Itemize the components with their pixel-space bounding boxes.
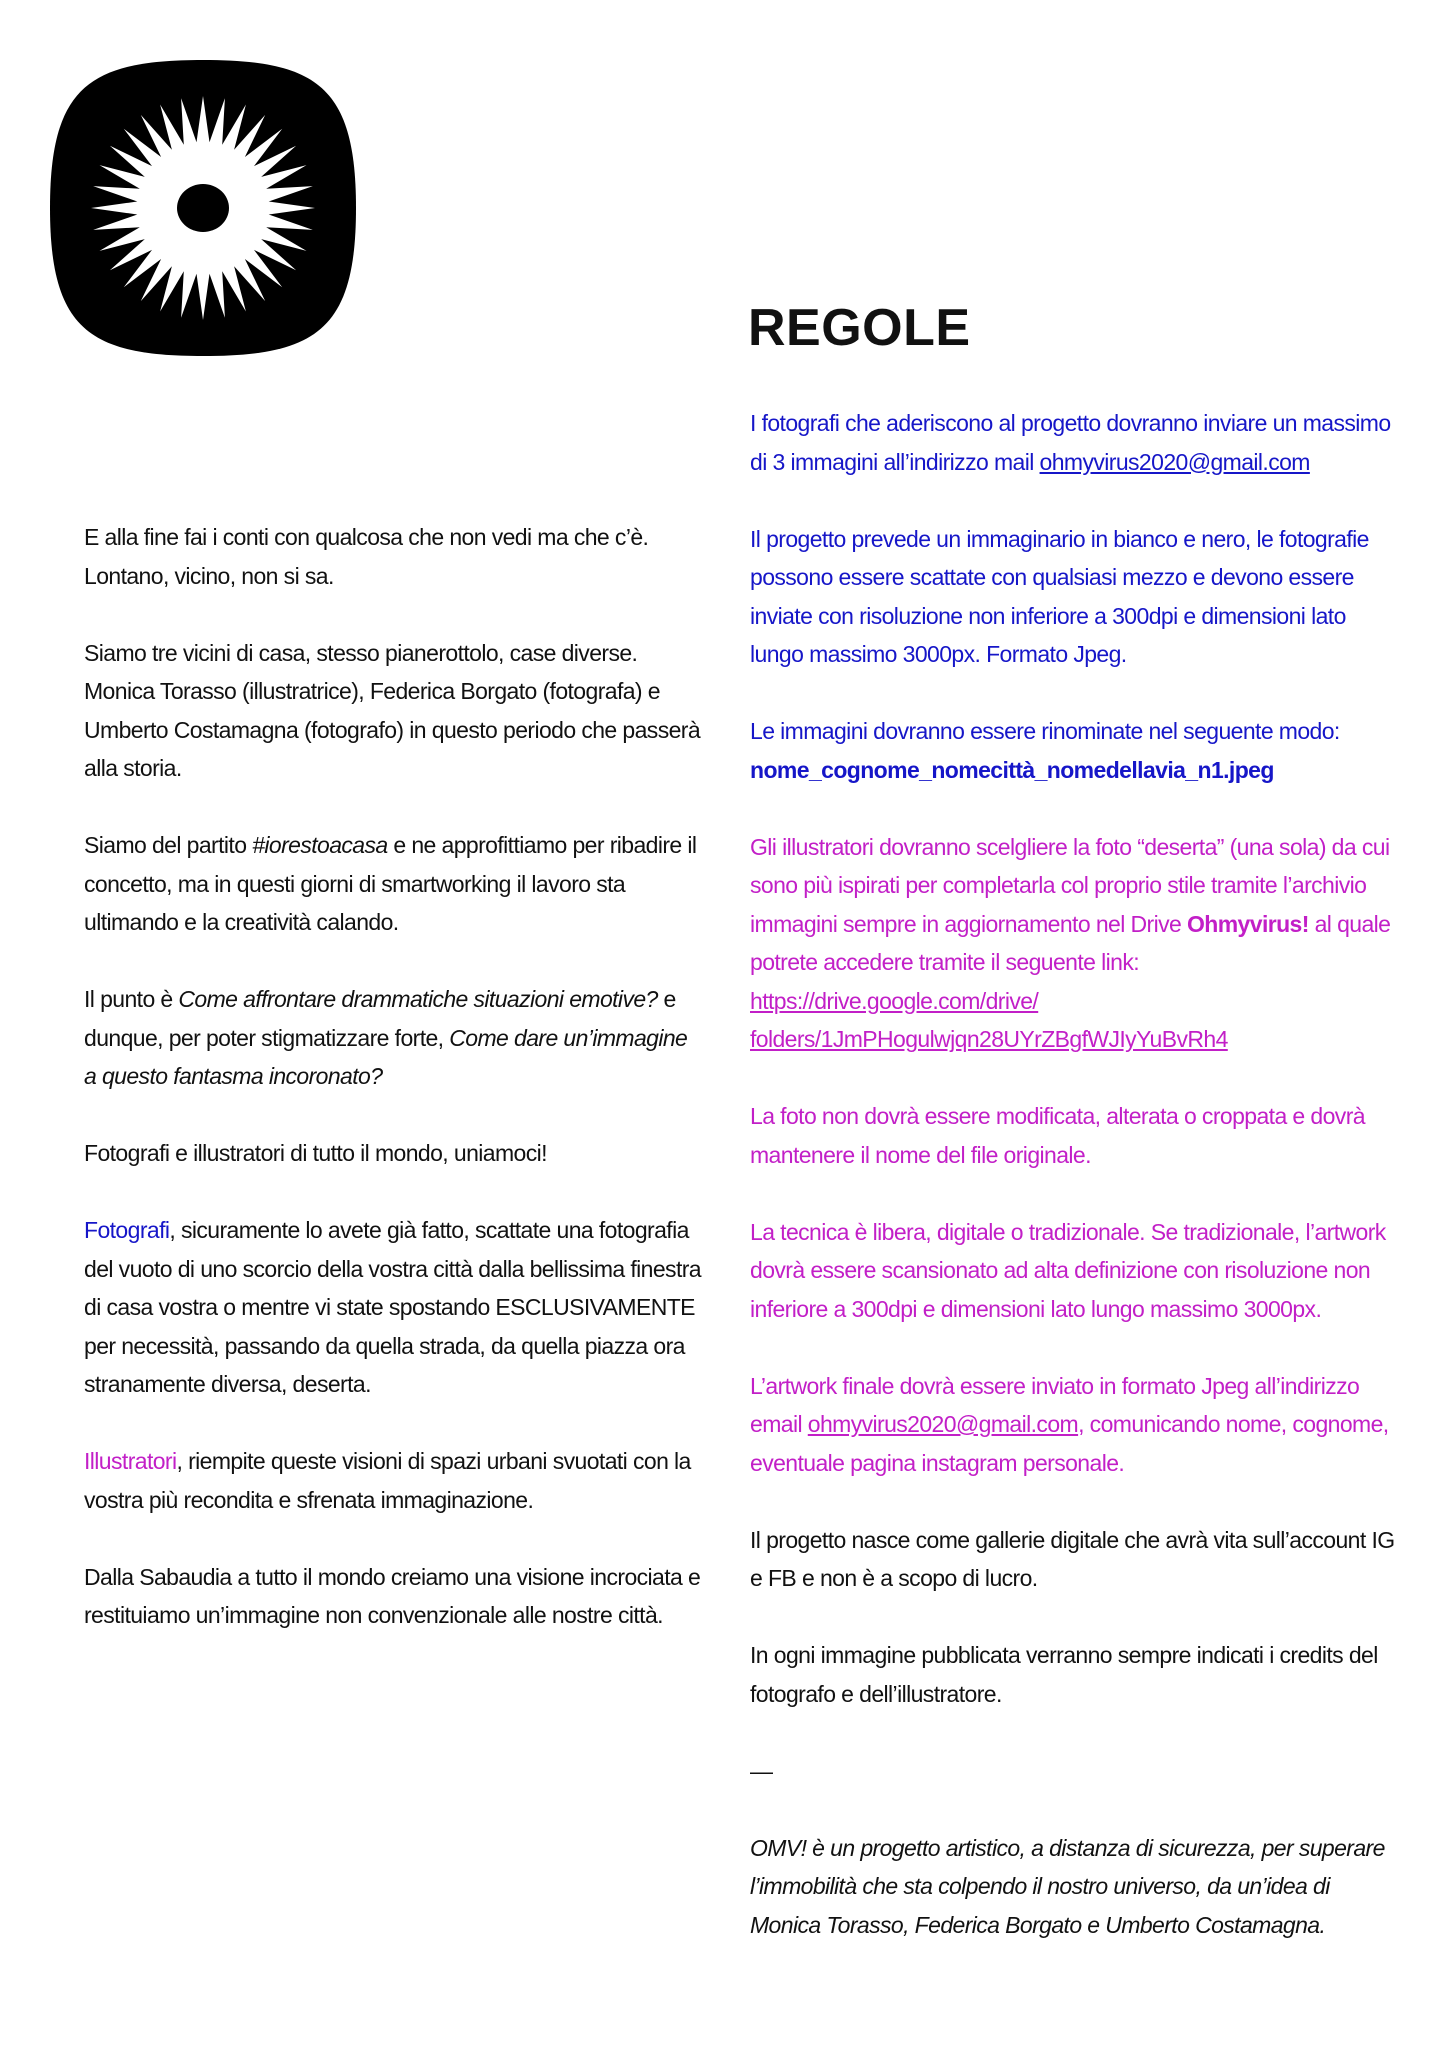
- text-part: , sicuramente lo avete già fatto, scattate una fotografia del vuoto di uno scorcio della vostra città dalla bellissima finestra di casa vostra o mentre vi state spostando ESCLUSIVAMENTE per necessità, passando da quella strada, da quella piazza ora stranamente diversa, deserta.: [84, 1217, 701, 1397]
- rule-illustrators: [750, 828, 1400, 1059]
- text-part: Gli illustratori dovranno scelgliere la foto “deserta” (una sola) da cui sono più ispirati per completarla col proprio stile tramite l’archivio immagini sempre in aggiornamento nel Drive: [750, 833, 1390, 937]
- rule-naming: [750, 712, 1400, 789]
- text-part: e ne approfittiamo per ribadire il concetto, ma in questi giorni di smartworking il lavoro sta ultimando e la creatività calando.: [84, 832, 697, 935]
- text-part: Siamo del partito: [84, 832, 253, 858]
- text-part: Il punto è: [84, 986, 179, 1012]
- drive-link-line-1[interactable]: https://drive.google.com/drive/: [750, 987, 1039, 1014]
- divider-dash: —: [750, 1757, 773, 1784]
- italic-question: Come dare un’immagine a questo fantasma incoronato?: [84, 1024, 688, 1089]
- intro-line-2: Lontano, vicino, non si sa.: [84, 562, 334, 589]
- text-part: L’artwork finale dovrà essere inviato in formato Jpeg all’indirizzo email: [750, 1372, 1360, 1437]
- intro-line-1: E alla fine fai i conti con qualcosa che non vedi ma che c’è.: [84, 524, 649, 550]
- sun-burst-logo-icon: [46, 56, 360, 360]
- text-part: , comunicando nome, cognome, eventuale pagina instagram personale.: [750, 1411, 1389, 1476]
- paragraph-neighbors: Siamo tre vicini di casa, stesso pianerottolo, case diverse. Monica Torasso (illustratrice), Federica Borgato (fotografa) e Umberto Costamagna (fotografo) in questo periodo che passerà alla storia.: [84, 639, 701, 781]
- email-link[interactable]: ohmyvirus2020@gmail.com: [807, 1411, 1079, 1437]
- intro-paragraph: [84, 518, 704, 595]
- email-link[interactable]: ohmyvirus2020@gmail.com: [1039, 448, 1310, 475]
- paragraph-call: Fotografi e illustratori di tutto il mondo, uniamoci!: [84, 1140, 547, 1166]
- rule-gallery: Il progetto nasce come gallerie digitale che avrà vita sull’account IG e FB e non è a scopo di lucro.: [750, 1526, 1395, 1591]
- text-part: e dunque, per poter stigmatizzare forte,: [84, 986, 676, 1051]
- rule-technique: La tecnica è libera, digitale o tradizionale. Se tradizionale, l’artwork dovrà essere scansionato ad alta definizione con risoluzione non inferiore a 300dpi e dimensioni lato lungo massimo 3000px.: [750, 1218, 1386, 1322]
- rule-submission: [750, 404, 1400, 481]
- rule-no-edit: La foto non dovrà essere modificata, alterata o croppata e dovrà mantenere il nome del file originale.: [750, 1103, 1365, 1168]
- paragraph-photographers: [84, 1211, 704, 1404]
- rules-column: [750, 404, 1400, 1983]
- text-part: , riempite queste visioni di spazi urbani svuotati con la vostra più recondita e sfrenata immaginazione.: [84, 1448, 691, 1513]
- paragraph-closing: Dalla Sabaudia a tutto il mondo creiamo una visione incrociata e restituiamo un’immagine non convenzionale alle nostre città.: [84, 1563, 701, 1628]
- intro-column: [84, 518, 704, 1673]
- text-part: al quale potrete accedere tramite il seguente link:: [750, 910, 1391, 975]
- paragraph-party: [84, 826, 704, 942]
- rule-final-artwork: [750, 1367, 1400, 1483]
- rule-format: Il progetto prevede un immaginario in bianco e nero, le fotografie possono essere scattate con qualsiasi mezzo e devono essere inviate con risoluzione non inferiore a 300dpi e dimensioni lato lungo massimo 3000px. Formato Jpeg.: [750, 525, 1369, 667]
- page-title: REGOLE: [748, 299, 971, 357]
- hashtag: #iorestoacasa: [252, 832, 388, 858]
- drive-link-line-2[interactable]: folders/1JmPHogulwjqn28UYrZBgfWJIyYuBvRh4: [750, 1026, 1228, 1052]
- text-part: I fotografi che aderiscono al progetto dovranno inviare un massimo di 3 immagini all’indirizzo mail: [750, 410, 1391, 475]
- text-part: Le immagini dovranno essere rinominate nel seguente modo:: [750, 718, 1340, 744]
- italic-question: Come affrontare drammatiche situazioni emotive?: [178, 986, 658, 1012]
- label-illustrators: Illustratori: [84, 1448, 177, 1474]
- filename-pattern: nome_cognome_nomecittà_nomedellavia_n1.jpeg: [750, 756, 1274, 783]
- paragraph-illustrators: [84, 1442, 704, 1519]
- brand-name: Ohmyvirus!: [1186, 910, 1309, 937]
- label-photographers: Fotografi: [84, 1217, 170, 1243]
- rule-credits: In ogni immagine pubblicata verranno sempre indicati i credits del fotografo e dell’illustratore.: [750, 1642, 1378, 1707]
- paragraph-question: [84, 980, 704, 1096]
- project-statement: OMV! è un progetto artistico, a distanza di sicurezza, per superare l’immobilità che sta colpendo il nostro universo, da un’idea di Monica Torasso, Federica Borgato e Umberto Costamagna.: [750, 1834, 1385, 1938]
